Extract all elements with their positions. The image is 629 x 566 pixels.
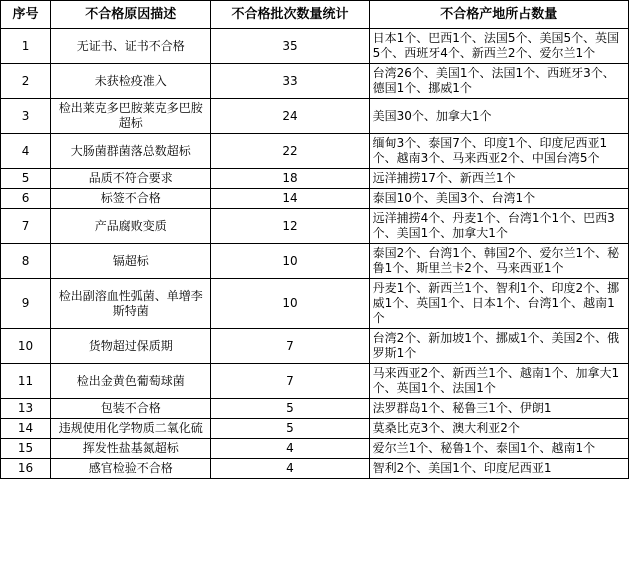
cell-count: 22: [211, 134, 369, 169]
cell-count: 7: [211, 329, 369, 364]
cell-count: 33: [211, 64, 369, 99]
cell-reason: 感官检验不合格: [51, 459, 211, 479]
table-header-row: [1, 1, 629, 29]
table-row: [1, 459, 629, 479]
table-row: [1, 364, 629, 399]
cell-count: 4: [211, 459, 369, 479]
cell-index: 13: [1, 399, 51, 419]
cell-reason: 品质不符合要求: [51, 169, 211, 189]
cell-reason: 检出副溶血性弧菌、单增李斯特菌: [51, 279, 211, 329]
table-row: [1, 189, 629, 209]
column-header-index: 序号: [1, 1, 51, 29]
cell-origin: 泰国10个、美国3个、台湾1个: [369, 189, 628, 209]
cell-origin: 智利2个、美国1个、印度尼西亚1: [369, 459, 628, 479]
cell-count: 12: [211, 209, 369, 244]
cell-origin: 台湾2个、新加坡1个、挪威1个、美国2个、俄罗斯1个: [369, 329, 628, 364]
cell-index: 10: [1, 329, 51, 364]
cell-index: 11: [1, 364, 51, 399]
cell-index: 15: [1, 439, 51, 459]
cell-origin: 法罗群岛1个、秘鲁三1个、伊朗1: [369, 399, 628, 419]
table-row: [1, 29, 629, 64]
cell-index: 3: [1, 99, 51, 134]
table-row: [1, 209, 629, 244]
table-header: [1, 1, 629, 29]
column-header-count: 不合格批次数量统计: [211, 1, 369, 29]
cell-reason: 镉超标: [51, 244, 211, 279]
cell-count: 18: [211, 169, 369, 189]
table-row: [1, 399, 629, 419]
table-row: [1, 134, 629, 169]
cell-reason: 产品腐败变质: [51, 209, 211, 244]
cell-index: 7: [1, 209, 51, 244]
column-header-reason: 不合格原因描述: [51, 1, 211, 29]
cell-count: 5: [211, 399, 369, 419]
table-row: [1, 419, 629, 439]
cell-count: 7: [211, 364, 369, 399]
cell-count: 24: [211, 99, 369, 134]
cell-index: 6: [1, 189, 51, 209]
cell-origin: 台湾26个、美国1个、法国1个、西班牙3个、德国1个、挪威1个: [369, 64, 628, 99]
cell-index: 5: [1, 169, 51, 189]
cell-origin: 日本1个、巴西1个、法国5个、美国5个、英国5个、西班牙4个、新西兰2个、爱尔兰1个: [369, 29, 628, 64]
cell-reason: 未获检疫准入: [51, 64, 211, 99]
cell-origin: 远洋捕捞17个、新西兰1个: [369, 169, 628, 189]
table-row: [1, 244, 629, 279]
cell-origin: 爱尔兰1个、秘鲁1个、泰国1个、越南1个: [369, 439, 628, 459]
cell-origin: 缅甸3个、泰国7个、印度1个、印度尼西亚1个、越南3个、马来西亚2个、中国台湾5个: [369, 134, 628, 169]
cell-origin: 泰国2个、台湾1个、韩国2个、爱尔兰1个、秘鲁1个、斯里兰卡2个、马来西亚1个: [369, 244, 628, 279]
cell-count: 10: [211, 279, 369, 329]
cell-reason: 检出金黄色葡萄球菌: [51, 364, 211, 399]
cell-origin: 马来西亚2个、新西兰1个、越南1个、加拿大1个、英国1个、法国1个: [369, 364, 628, 399]
column-header-origin: 不合格产地所占数量: [369, 1, 628, 29]
cell-reason: 检出莱克多巴胺莱克多巴胺超标: [51, 99, 211, 134]
cell-reason: 无证书、证书不合格: [51, 29, 211, 64]
cell-reason: 大肠菌群菌落总数超标: [51, 134, 211, 169]
cell-count: 14: [211, 189, 369, 209]
table-body: [1, 29, 629, 479]
cell-count: 35: [211, 29, 369, 64]
cell-origin: 莫桑比克3个、澳大利亚2个: [369, 419, 628, 439]
cell-index: 14: [1, 419, 51, 439]
cell-index: 4: [1, 134, 51, 169]
table-row: [1, 99, 629, 134]
cell-index: 2: [1, 64, 51, 99]
cell-count: 5: [211, 419, 369, 439]
cell-count: 10: [211, 244, 369, 279]
cell-origin: 丹麦1个、新西兰1个、智利1个、印度2个、挪威1个、英国1个、日本1个、台湾1个、越南1个: [369, 279, 628, 329]
cell-reason: 标签不合格: [51, 189, 211, 209]
cell-origin: 远洋捕捞4个、丹麦1个、台湾1个1个、巴西3个、美国1个、加拿大1个: [369, 209, 628, 244]
cell-index: 16: [1, 459, 51, 479]
table-row: [1, 64, 629, 99]
cell-reason: 货物超过保质期: [51, 329, 211, 364]
cell-origin: 美国30个、加拿大1个: [369, 99, 628, 134]
table-row: [1, 329, 629, 364]
table-row: [1, 169, 629, 189]
cell-reason: 挥发性盐基氮超标: [51, 439, 211, 459]
cell-index: 9: [1, 279, 51, 329]
cell-count: 4: [211, 439, 369, 459]
cell-index: 8: [1, 244, 51, 279]
table-row: [1, 279, 629, 329]
cell-reason: 包装不合格: [51, 399, 211, 419]
table-row: [1, 439, 629, 459]
cell-index: 1: [1, 29, 51, 64]
cell-reason: 违规使用化学物质二氧化硫: [51, 419, 211, 439]
